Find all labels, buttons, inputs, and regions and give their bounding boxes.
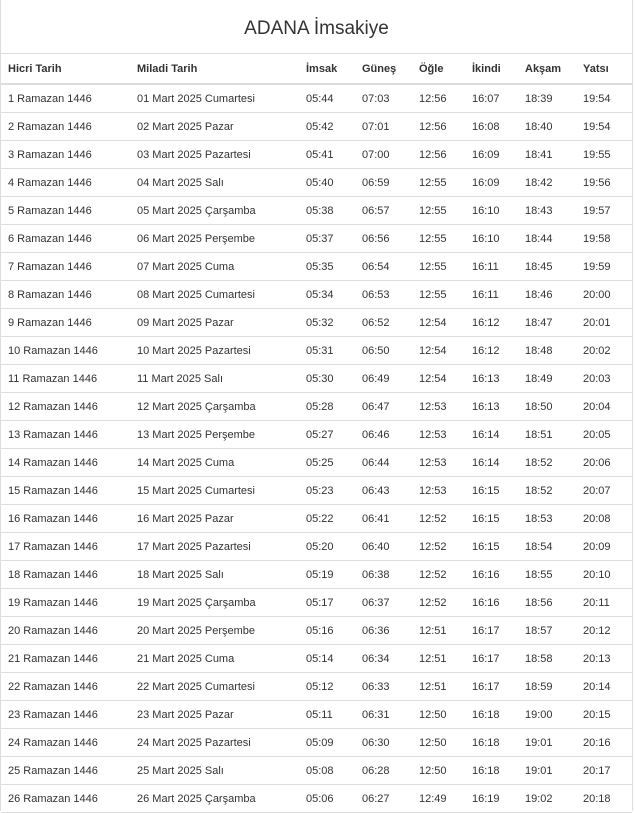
ikindi-cell: 16:09 [465, 141, 518, 169]
miladi-tarih-cell: 23 Mart 2025 Pazar [130, 701, 299, 729]
hicri-tarih-cell: 15 Ramazan 1446 [1, 477, 130, 505]
hicri-tarih-cell: 8 Ramazan 1446 [1, 281, 130, 309]
gunes-cell: 06:41 [355, 505, 412, 533]
aksam-cell: 18:51 [518, 421, 576, 449]
yatsi-cell: 20:01 [576, 309, 632, 337]
miladi-tarih-cell: 14 Mart 2025 Cuma [130, 449, 299, 477]
miladi-tarih-cell: 10 Mart 2025 Pazartesi [130, 337, 299, 365]
miladi-tarih-cell: 17 Mart 2025 Pazartesi [130, 533, 299, 561]
imsak-cell: 05:14 [299, 645, 355, 673]
ikindi-cell: 16:12 [465, 309, 518, 337]
imsak-cell: 05:32 [299, 309, 355, 337]
gunes-cell: 06:38 [355, 561, 412, 589]
aksam-cell: 18:52 [518, 449, 576, 477]
ogle-cell: 12:55 [412, 281, 465, 309]
yatsi-cell: 19:54 [576, 84, 632, 113]
gunes-cell: 06:43 [355, 477, 412, 505]
yatsi-cell: 20:13 [576, 645, 632, 673]
header-row [1, 54, 632, 84]
aksam-cell: 18:46 [518, 281, 576, 309]
ogle-cell: 12:51 [412, 617, 465, 645]
aksam-cell: 18:57 [518, 617, 576, 645]
ogle-cell: 12:55 [412, 197, 465, 225]
imsak-cell: 05:17 [299, 589, 355, 617]
hicri-tarih-cell: 26 Ramazan 1446 [1, 785, 130, 813]
imsak-cell: 05:11 [299, 701, 355, 729]
imsak-cell: 05:27 [299, 421, 355, 449]
aksam-cell: 18:44 [518, 225, 576, 253]
ogle-cell: 12:56 [412, 84, 465, 113]
yatsi-cell: 19:59 [576, 253, 632, 281]
gunes-cell: 07:00 [355, 141, 412, 169]
hicri-tarih-cell: 25 Ramazan 1446 [1, 757, 130, 785]
hicri-tarih-cell: 21 Ramazan 1446 [1, 645, 130, 673]
yatsi-cell: 20:04 [576, 393, 632, 421]
aksam-cell: 18:45 [518, 253, 576, 281]
gunes-cell: 06:33 [355, 673, 412, 701]
table-row [1, 169, 632, 197]
hicri-tarih-cell: 24 Ramazan 1446 [1, 729, 130, 757]
imsak-cell: 05:19 [299, 561, 355, 589]
hicri-tarih-cell: 13 Ramazan 1446 [1, 421, 130, 449]
gunes-cell: 07:01 [355, 113, 412, 141]
imsak-cell: 05:40 [299, 169, 355, 197]
ikindi-cell: 16:10 [465, 225, 518, 253]
ogle-cell: 12:52 [412, 505, 465, 533]
ogle-cell: 12:53 [412, 477, 465, 505]
table-row [1, 309, 632, 337]
ikindi-cell: 16:17 [465, 673, 518, 701]
ogle-cell: 12:55 [412, 169, 465, 197]
ogle-cell: 12:54 [412, 337, 465, 365]
imsak-cell: 05:38 [299, 197, 355, 225]
ikindi-cell: 16:13 [465, 393, 518, 421]
table-row [1, 477, 632, 505]
aksam-cell: 18:49 [518, 365, 576, 393]
table-row [1, 617, 632, 645]
ikindi-cell: 16:18 [465, 729, 518, 757]
miladi-tarih-cell: 15 Mart 2025 Cumartesi [130, 477, 299, 505]
ogle-cell: 12:51 [412, 673, 465, 701]
yatsi-cell: 20:06 [576, 449, 632, 477]
ikindi-cell: 16:16 [465, 589, 518, 617]
ogle-cell: 12:50 [412, 757, 465, 785]
table-row [1, 645, 632, 673]
gunes-cell: 06:34 [355, 645, 412, 673]
miladi-tarih-cell: 24 Mart 2025 Pazartesi [130, 729, 299, 757]
gunes-cell: 06:57 [355, 197, 412, 225]
imsak-cell: 05:35 [299, 253, 355, 281]
ikindi-cell: 16:14 [465, 449, 518, 477]
hicri-tarih-cell: 5 Ramazan 1446 [1, 197, 130, 225]
aksam-cell: 18:42 [518, 169, 576, 197]
imsak-cell: 05:22 [299, 505, 355, 533]
gunes-cell: 06:52 [355, 309, 412, 337]
miladi-tarih-cell: 05 Mart 2025 Çarşamba [130, 197, 299, 225]
ikindi-cell: 16:12 [465, 337, 518, 365]
table-row [1, 141, 632, 169]
hicri-tarih-cell: 18 Ramazan 1446 [1, 561, 130, 589]
hicri-tarih-cell: 3 Ramazan 1446 [1, 141, 130, 169]
miladi-tarih-cell: 25 Mart 2025 Salı [130, 757, 299, 785]
ogle-cell: 12:50 [412, 701, 465, 729]
column-header-miladi-tarih: Miladi Tarih [130, 54, 299, 84]
column-header-gunes: Güneş [355, 54, 412, 84]
aksam-cell: 18:56 [518, 589, 576, 617]
miladi-tarih-cell: 01 Mart 2025 Cumartesi [130, 84, 299, 113]
yatsi-cell: 20:17 [576, 757, 632, 785]
imsak-cell: 05:44 [299, 84, 355, 113]
imsak-cell: 05:12 [299, 673, 355, 701]
ogle-cell: 12:51 [412, 645, 465, 673]
ikindi-cell: 16:08 [465, 113, 518, 141]
gunes-cell: 06:54 [355, 253, 412, 281]
table-row [1, 785, 632, 813]
miladi-tarih-cell: 03 Mart 2025 Pazartesi [130, 141, 299, 169]
table-row [1, 197, 632, 225]
ogle-cell: 12:53 [412, 449, 465, 477]
ikindi-cell: 16:17 [465, 617, 518, 645]
imsak-cell: 05:09 [299, 729, 355, 757]
gunes-cell: 06:47 [355, 393, 412, 421]
aksam-cell: 19:00 [518, 701, 576, 729]
table-row [1, 113, 632, 141]
miladi-tarih-cell: 13 Mart 2025 Perşembe [130, 421, 299, 449]
aksam-cell: 18:39 [518, 84, 576, 113]
table-row [1, 337, 632, 365]
yatsi-cell: 19:55 [576, 141, 632, 169]
ogle-cell: 12:49 [412, 785, 465, 813]
imsak-cell: 05:08 [299, 757, 355, 785]
ikindi-cell: 16:19 [465, 785, 518, 813]
ikindi-cell: 16:09 [465, 169, 518, 197]
aksam-cell: 18:52 [518, 477, 576, 505]
yatsi-cell: 20:11 [576, 589, 632, 617]
yatsi-cell: 20:12 [576, 617, 632, 645]
miladi-tarih-cell: 08 Mart 2025 Cumartesi [130, 281, 299, 309]
ogle-cell: 12:56 [412, 141, 465, 169]
table-row [1, 281, 632, 309]
hicri-tarih-cell: 22 Ramazan 1446 [1, 673, 130, 701]
yatsi-cell: 19:58 [576, 225, 632, 253]
table-row [1, 505, 632, 533]
hicri-tarih-cell: 10 Ramazan 1446 [1, 337, 130, 365]
table-row [1, 729, 632, 757]
table-row [1, 673, 632, 701]
hicri-tarih-cell: 9 Ramazan 1446 [1, 309, 130, 337]
miladi-tarih-cell: 11 Mart 2025 Salı [130, 365, 299, 393]
yatsi-cell: 20:10 [576, 561, 632, 589]
ogle-cell: 12:55 [412, 253, 465, 281]
ikindi-cell: 16:15 [465, 533, 518, 561]
aksam-cell: 18:43 [518, 197, 576, 225]
miladi-tarih-cell: 07 Mart 2025 Cuma [130, 253, 299, 281]
ogle-cell: 12:52 [412, 533, 465, 561]
table-row [1, 589, 632, 617]
imsak-cell: 05:37 [299, 225, 355, 253]
imsak-cell: 05:31 [299, 337, 355, 365]
ogle-cell: 12:52 [412, 561, 465, 589]
ogle-cell: 12:50 [412, 729, 465, 757]
gunes-cell: 06:44 [355, 449, 412, 477]
hicri-tarih-cell: 11 Ramazan 1446 [1, 365, 130, 393]
column-header-ikindi: İkindi [465, 54, 518, 84]
gunes-cell: 06:56 [355, 225, 412, 253]
aksam-cell: 19:01 [518, 757, 576, 785]
gunes-cell: 07:03 [355, 84, 412, 113]
imsakiye-table [1, 54, 632, 813]
hicri-tarih-cell: 17 Ramazan 1446 [1, 533, 130, 561]
column-header-imsak: İmsak [299, 54, 355, 84]
ikindi-cell: 16:07 [465, 84, 518, 113]
imsak-cell: 05:28 [299, 393, 355, 421]
imsak-cell: 05:06 [299, 785, 355, 813]
miladi-tarih-cell: 12 Mart 2025 Çarşamba [130, 393, 299, 421]
yatsi-cell: 20:16 [576, 729, 632, 757]
yatsi-cell: 20:05 [576, 421, 632, 449]
table-row [1, 449, 632, 477]
aksam-cell: 18:54 [518, 533, 576, 561]
yatsi-cell: 19:57 [576, 197, 632, 225]
yatsi-cell: 20:18 [576, 785, 632, 813]
hicri-tarih-cell: 1 Ramazan 1446 [1, 84, 130, 113]
gunes-cell: 06:27 [355, 785, 412, 813]
gunes-cell: 06:46 [355, 421, 412, 449]
miladi-tarih-cell: 20 Mart 2025 Perşembe [130, 617, 299, 645]
gunes-cell: 06:37 [355, 589, 412, 617]
aksam-cell: 19:02 [518, 785, 576, 813]
ikindi-cell: 16:16 [465, 561, 518, 589]
hicri-tarih-cell: 12 Ramazan 1446 [1, 393, 130, 421]
miladi-tarih-cell: 16 Mart 2025 Pazar [130, 505, 299, 533]
aksam-cell: 18:47 [518, 309, 576, 337]
yatsi-cell: 20:15 [576, 701, 632, 729]
table-row [1, 561, 632, 589]
ikindi-cell: 16:14 [465, 421, 518, 449]
table-row [1, 533, 632, 561]
hicri-tarih-cell: 4 Ramazan 1446 [1, 169, 130, 197]
aksam-cell: 18:41 [518, 141, 576, 169]
imsak-cell: 05:25 [299, 449, 355, 477]
miladi-tarih-cell: 04 Mart 2025 Salı [130, 169, 299, 197]
miladi-tarih-cell: 26 Mart 2025 Çarşamba [130, 785, 299, 813]
column-header-hicri-tarih: Hicri Tarih [1, 54, 130, 84]
column-header-aksam: Akşam [518, 54, 576, 84]
imsak-cell: 05:42 [299, 113, 355, 141]
yatsi-cell: 20:03 [576, 365, 632, 393]
hicri-tarih-cell: 19 Ramazan 1446 [1, 589, 130, 617]
aksam-cell: 18:59 [518, 673, 576, 701]
hicri-tarih-cell: 7 Ramazan 1446 [1, 253, 130, 281]
ikindi-cell: 16:15 [465, 505, 518, 533]
miladi-tarih-cell: 09 Mart 2025 Pazar [130, 309, 299, 337]
hicri-tarih-cell: 23 Ramazan 1446 [1, 701, 130, 729]
yatsi-cell: 20:07 [576, 477, 632, 505]
imsak-cell: 05:34 [299, 281, 355, 309]
imsak-cell: 05:23 [299, 477, 355, 505]
hicri-tarih-cell: 20 Ramazan 1446 [1, 617, 130, 645]
ikindi-cell: 16:15 [465, 477, 518, 505]
gunes-cell: 06:28 [355, 757, 412, 785]
ikindi-cell: 16:10 [465, 197, 518, 225]
ikindi-cell: 16:13 [465, 365, 518, 393]
ogle-cell: 12:56 [412, 113, 465, 141]
gunes-cell: 06:59 [355, 169, 412, 197]
miladi-tarih-cell: 21 Mart 2025 Cuma [130, 645, 299, 673]
ogle-cell: 12:54 [412, 309, 465, 337]
ogle-cell: 12:53 [412, 393, 465, 421]
column-header-yatsi: Yatsı [576, 54, 632, 84]
ogle-cell: 12:53 [412, 421, 465, 449]
aksam-cell: 18:48 [518, 337, 576, 365]
yatsi-cell: 20:09 [576, 533, 632, 561]
yatsi-cell: 20:02 [576, 337, 632, 365]
hicri-tarih-cell: 16 Ramazan 1446 [1, 505, 130, 533]
ikindi-cell: 16:17 [465, 645, 518, 673]
table-row [1, 225, 632, 253]
yatsi-cell: 19:54 [576, 113, 632, 141]
yatsi-cell: 20:08 [576, 505, 632, 533]
aksam-cell: 18:50 [518, 393, 576, 421]
imsak-cell: 05:41 [299, 141, 355, 169]
gunes-cell: 06:49 [355, 365, 412, 393]
table-row [1, 365, 632, 393]
miladi-tarih-cell: 19 Mart 2025 Çarşamba [130, 589, 299, 617]
ikindi-cell: 16:11 [465, 281, 518, 309]
imsak-cell: 05:30 [299, 365, 355, 393]
table-row [1, 421, 632, 449]
yatsi-cell: 19:56 [576, 169, 632, 197]
table-row [1, 757, 632, 785]
aksam-cell: 18:40 [518, 113, 576, 141]
gunes-cell: 06:40 [355, 533, 412, 561]
gunes-cell: 06:53 [355, 281, 412, 309]
hicri-tarih-cell: 6 Ramazan 1446 [1, 225, 130, 253]
yatsi-cell: 20:14 [576, 673, 632, 701]
gunes-cell: 06:36 [355, 617, 412, 645]
hicri-tarih-cell: 2 Ramazan 1446 [1, 113, 130, 141]
ogle-cell: 12:54 [412, 365, 465, 393]
imsak-cell: 05:16 [299, 617, 355, 645]
table-row [1, 253, 632, 281]
aksam-cell: 18:55 [518, 561, 576, 589]
miladi-tarih-cell: 22 Mart 2025 Cumartesi [130, 673, 299, 701]
gunes-cell: 06:30 [355, 729, 412, 757]
hicri-tarih-cell: 14 Ramazan 1446 [1, 449, 130, 477]
miladi-tarih-cell: 18 Mart 2025 Salı [130, 561, 299, 589]
table-row [1, 84, 632, 113]
ogle-cell: 12:55 [412, 225, 465, 253]
aksam-cell: 19:01 [518, 729, 576, 757]
miladi-tarih-cell: 06 Mart 2025 Perşembe [130, 225, 299, 253]
ogle-cell: 12:52 [412, 589, 465, 617]
gunes-cell: 06:31 [355, 701, 412, 729]
page-title: ADANA İmsakiye [1, 0, 632, 54]
column-header-ogle: Öğle [412, 54, 465, 84]
ikindi-cell: 16:18 [465, 701, 518, 729]
table-row [1, 701, 632, 729]
ikindi-cell: 16:18 [465, 757, 518, 785]
table-body [1, 84, 632, 813]
yatsi-cell: 20:00 [576, 281, 632, 309]
miladi-tarih-cell: 02 Mart 2025 Pazar [130, 113, 299, 141]
ikindi-cell: 16:11 [465, 253, 518, 281]
table-header [1, 54, 632, 84]
imsak-cell: 05:20 [299, 533, 355, 561]
aksam-cell: 18:58 [518, 645, 576, 673]
table-row [1, 393, 632, 421]
gunes-cell: 06:50 [355, 337, 412, 365]
aksam-cell: 18:53 [518, 505, 576, 533]
